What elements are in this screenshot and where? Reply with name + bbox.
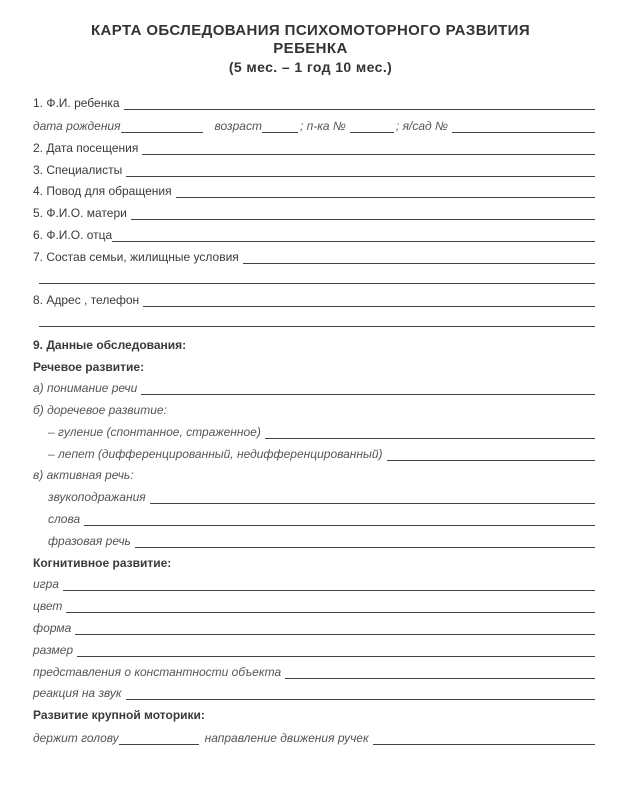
speech-heading (33, 360, 595, 374)
father-input[interactable] (112, 230, 595, 242)
specialists-input[interactable] (126, 165, 595, 177)
age-label: возраст (214, 119, 262, 133)
kindergarten-input[interactable] (452, 121, 595, 133)
field-shape (33, 621, 595, 635)
field-play (33, 577, 595, 591)
family-label: 7. Состав семьи, жилищные условия (33, 250, 239, 264)
field-family (33, 250, 595, 264)
kindergarten-label: ; я/сад № (395, 119, 448, 133)
sound-reaction-label: реакция на звук (33, 686, 122, 700)
address-label: 8. Адрес , телефон (33, 293, 140, 307)
shape-input[interactable] (75, 623, 595, 635)
motor-heading (33, 708, 595, 722)
exam-data-heading (33, 338, 595, 352)
reason-label: 4. Повод для обращения (33, 184, 172, 198)
onomatopoeia-input[interactable] (150, 492, 595, 504)
field-cooing (48, 425, 595, 439)
birth-date-input[interactable] (121, 121, 203, 133)
phrasal-input[interactable] (135, 536, 595, 548)
field-visit-date (33, 141, 595, 155)
field-father (33, 228, 595, 242)
mother-input[interactable] (131, 208, 595, 220)
exam-data-label: 9. Данные обследования: (33, 338, 187, 352)
father-label: 6. Ф.И.О. отца (33, 228, 113, 242)
hand-direction-input[interactable] (373, 733, 595, 745)
color-label: цвет (33, 599, 63, 613)
shape-label: форма (33, 621, 72, 635)
holds-head-label: держит голову (33, 731, 119, 745)
address-input[interactable] (143, 295, 595, 307)
words-input[interactable] (84, 514, 595, 526)
field-birth-info (33, 119, 595, 133)
field-reason (33, 184, 595, 198)
mother-label: 5. Ф.И.О. матери (33, 206, 127, 220)
field-address (33, 293, 595, 307)
cooing-input[interactable] (265, 427, 595, 439)
color-input[interactable] (66, 601, 595, 613)
cognitive-heading (33, 556, 595, 570)
family-input[interactable] (243, 252, 595, 264)
active-speech-heading (33, 468, 595, 482)
form-title-age-range: (5 мес. – 1 год 10 мес.) (228, 59, 393, 75)
field-words (48, 512, 595, 526)
motor-heading-label: Развитие крупной моторики: (33, 708, 205, 722)
object-permanence-input[interactable] (285, 667, 595, 679)
form-title-line1: КАРТА ОБСЛЕДОВАНИЯ ПСИХОМОТОРНОГО РАЗВИТИЯ (90, 22, 531, 39)
size-label: размер (33, 643, 74, 657)
prespeech-heading (33, 403, 595, 417)
field-sound-reaction (33, 686, 595, 700)
onomatopoeia-label: звукоподражания (48, 490, 146, 504)
active-speech-label: в) активная речь: (33, 468, 134, 482)
clinic-input[interactable] (350, 121, 394, 133)
cooing-label: – гуление (спонтанное, страженное) (48, 425, 261, 439)
words-label: слова (48, 512, 81, 526)
field-color (33, 599, 595, 613)
understanding-label: а) понимание речи (33, 381, 138, 395)
child-name-label: 1. Ф.И. ребенка (33, 96, 120, 110)
reason-input[interactable] (176, 186, 595, 198)
age-input[interactable] (262, 121, 298, 133)
address-input-line2[interactable] (39, 326, 595, 327)
field-phrasal (48, 534, 595, 548)
field-motor (33, 731, 595, 745)
play-input[interactable] (63, 579, 595, 591)
hand-direction-label: направление движения ручек (204, 731, 369, 745)
field-onomatopoeia (48, 490, 595, 504)
speech-heading-label: Речевое развитие: (33, 360, 145, 374)
sound-reaction-input[interactable] (126, 688, 595, 700)
babbling-input[interactable] (387, 449, 596, 461)
babbling-label: – лепет (дифференцированный, недифференцированный) (48, 447, 383, 461)
field-specialists (33, 163, 595, 177)
specialists-label: 3. Специалисты (33, 163, 123, 177)
visit-date-label: 2. Дата посещения (33, 141, 139, 155)
field-object-permanence (33, 665, 595, 679)
field-mother (33, 206, 595, 220)
family-input-line2[interactable] (39, 283, 595, 284)
field-size (33, 643, 595, 657)
understanding-input[interactable] (141, 383, 595, 395)
field-child-name (33, 96, 595, 110)
form-title-line2: РЕБЕНКА (273, 40, 348, 57)
child-name-input[interactable] (124, 98, 595, 110)
clinic-label: ; п-ка № (299, 119, 346, 133)
visit-date-input[interactable] (142, 143, 595, 155)
holds-head-input[interactable] (119, 733, 199, 745)
field-babbling (48, 447, 595, 461)
cognitive-heading-label: Когнитивное развитие: (33, 556, 172, 570)
size-input[interactable] (77, 645, 595, 657)
prespeech-label: б) доречевое развитие: (33, 403, 167, 417)
field-understanding (33, 381, 595, 395)
phrasal-label: фразовая речь (48, 534, 131, 548)
birth-date-label: дата рождения (33, 119, 121, 133)
play-label: игра (33, 577, 59, 591)
object-permanence-label: представления о константности объекта (33, 665, 282, 679)
